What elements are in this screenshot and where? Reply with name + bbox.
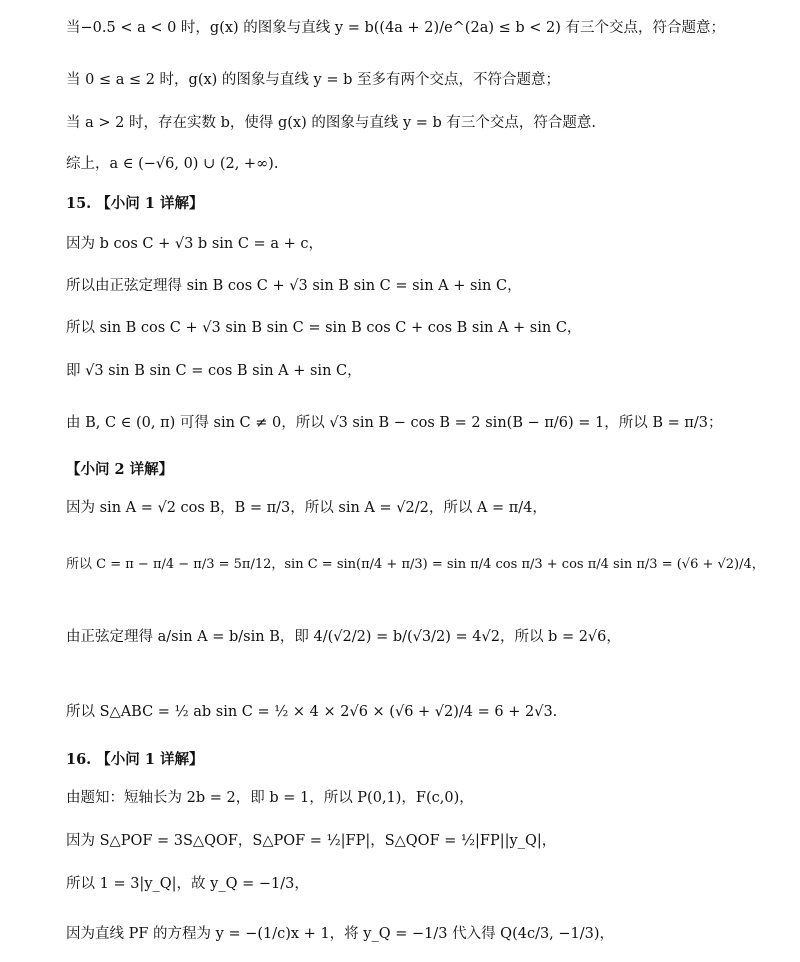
line-2: 当 0 ≤ a ≤ 2 时，g(x) 的图象与直线 y = b 至多有两个交点，不符合题意；: [66, 72, 560, 88]
section-16-heading: 16. 【小问 1 详解】: [66, 751, 204, 768]
line-20: 因为直线 PF 的方程为 y = −(1/c)x + 1，将 y_Q = −1/3 代入得 Q(4c/3, −1/3)，: [66, 926, 615, 942]
line-15: 所以 S△ABC = ½ ab sin C = ½ × 4 × 2√6 × (√6 + √2)/4 = 6 + 2√3.: [66, 704, 558, 720]
section-15-heading: 15. 【小问 1 详解】: [66, 195, 204, 212]
line-19: 所以 1 = 3|y_Q|，故 y_Q = −1/3，: [66, 876, 309, 892]
line-12: 因为 sin A = √2 cos B，B = π/3，所以 sin A = √2/2，所以 A = π/4，: [66, 500, 547, 516]
line-17: 由题知：短轴长为 2b = 2，即 b = 1，所以 P(0,1)，F(c,0)，: [66, 790, 474, 806]
line-4: 综上，a ∈ (−√6, 0) ∪ (2, +∞).: [66, 156, 279, 172]
line-3: 当 a > 2 时，存在实数 b，使得 g(x) 的图象与直线 y = b 有三个交点，符合题意.: [66, 115, 597, 131]
line-7: 所以由正弦定理得 sin B cos C + √3 sin B sin C = sin A + sin C，: [66, 278, 522, 294]
line-8: 所以 sin B cos C + √3 sin B sin C = sin B cos C + cos B sin A + sin C，: [66, 320, 582, 336]
line-18: 因为 S△POF = 3S△QOF，S△POF = ½|FP|，S△QOF = ½|FP||y_Q|，: [66, 833, 557, 849]
line-13: 所以 C = π − π/4 − π/3 = 5π/12，sin C = sin(π/4 + π/3) = sin π/4 cos π/3 + cos π/4 sin π/3 = (√6 + √2)/4，: [66, 557, 765, 572]
line-1: 当−0.5 < a < 0 时，g(x) 的图象与直线 y = b((4a + 2)/e^(2a) ≤ b < 2) 有三个交点，符合题意；: [66, 20, 725, 36]
line-14: 由正弦定理得 a/sin A = b/sin B，即 4/(√2/2) = b/(√3/2) = 4√2，所以 b = 2√6，: [66, 629, 621, 645]
line-9: 即 √3 sin B sin C = cos B sin A + sin C，: [66, 363, 362, 379]
subsection-2-heading: 【小问 2 详解】: [66, 461, 174, 478]
line-10: 由 B, C ∈ (0, π) 可得 sin C ≠ 0，所以 √3 sin B − cos B = 2 sin(B − π/6) = 1，所以 B = π/3；: [66, 415, 723, 431]
line-6: 因为 b cos C + √3 b sin C = a + c，: [66, 236, 323, 252]
